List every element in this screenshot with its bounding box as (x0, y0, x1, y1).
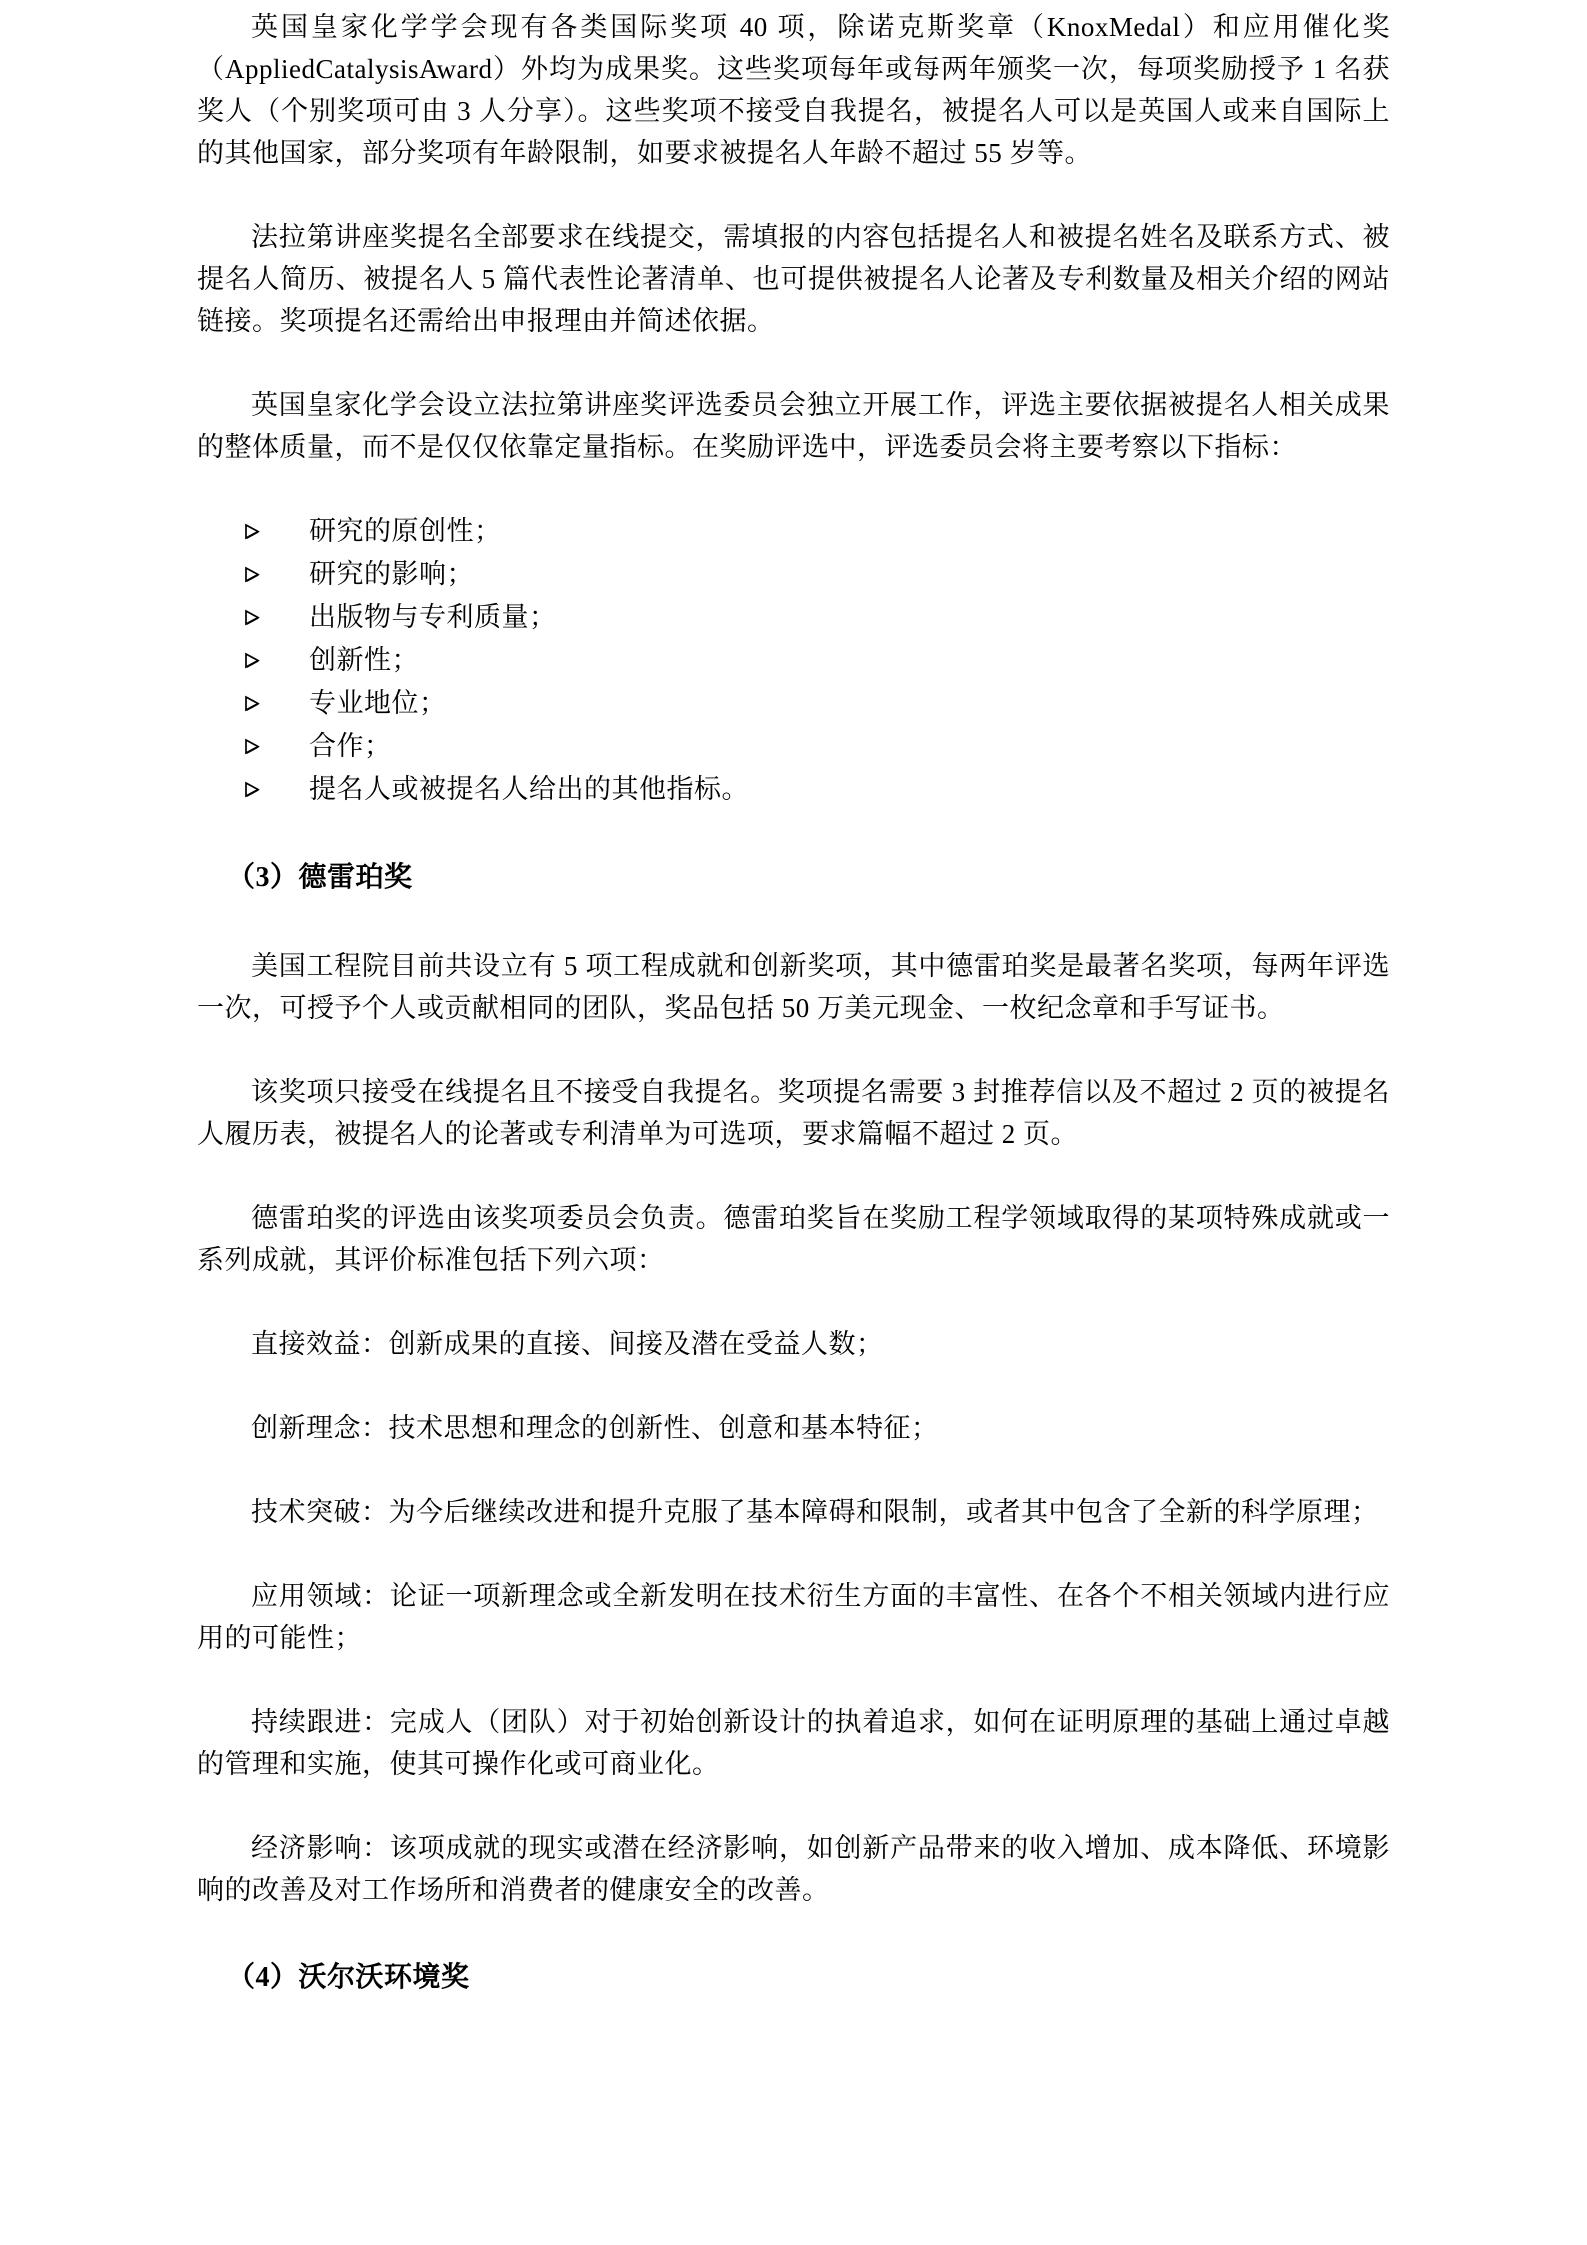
bullet-text: 创新性； (309, 645, 419, 675)
list-item (197, 639, 1390, 682)
bullet-text: 专业地位； (309, 688, 447, 718)
list-item (197, 596, 1390, 639)
paragraph-rsc-awards-overview: 英国皇家化学学会现有各类国际奖项 40 项，除诺克斯奖章（KnoxMedal）和应用催化奖（AppliedCatalysisAward）外均为成果奖。这些奖项每年或每两年颁奖一次，每项奖励授予 1 名获奖人（个别奖项可由 3 人分享）。这些奖项不接受自我提名，被提名人可以是英国人或来自国际上的其他国家，部分奖项有年龄限制，如要求被提名人年龄不超过 55 岁等。 (197, 12, 1390, 168)
paragraph-criterion-application-field: 应用领域：论证一项新理念或全新发明在技术衍生方面的丰富性、在各个不相关领域内进行应用的可能性； (197, 1581, 1390, 1653)
arrow-bullet-icon (243, 639, 309, 682)
paragraph-criterion-economic-impact: 经济影响：该项成就的现实或潜在经济影响，如创新产品带来的收入增加、成本降低、环境影响的改善及对工作场所和消费者的健康安全的改善。 (197, 1833, 1390, 1905)
bullet-text: 提名人或被提名人给出的其他指标。 (309, 774, 749, 804)
arrow-bullet-icon (243, 682, 309, 725)
section-heading-draper-prize: （3）德雷珀奖 (227, 862, 413, 893)
paragraph-criterion-innovation-concept: 创新理念：技术思想和理念的创新性、创意和基本特征； (251, 1413, 939, 1443)
list-item (197, 725, 1390, 768)
paragraph-criterion-technical-breakthrough: 技术突破：为今后继续改进和提升克服了基本障碍和限制，或者其中包含了全新的科学原理； (251, 1497, 1379, 1527)
list-item (197, 768, 1390, 811)
bullet-text: 出版物与专利质量； (309, 602, 557, 632)
bullet-text: 合作； (309, 731, 392, 761)
paragraph-draper-nomination: 该奖项只接受在线提名且不接受自我提名。奖项提名需要 3 封推荐信以及不超过 2 页的被提名人履历表，被提名人的论著或专利清单为可选项，要求篇幅不超过 2 页。 (197, 1077, 1390, 1149)
paragraph-criterion-direct-benefit: 直接效益：创新成果的直接、间接及潜在受益人数； (251, 1329, 884, 1359)
arrow-bullet-icon (243, 510, 309, 553)
list-item (197, 682, 1390, 725)
list-item (197, 510, 1390, 553)
list-item (197, 553, 1390, 596)
paragraph-faraday-committee: 英国皇家化学会设立法拉第讲座奖评选委员会独立开展工作，评选主要依据被提名人相关成果的整体质量，而不是仅仅依靠定量指标。在奖励评选中，评选委员会将主要考察以下指标： (197, 390, 1390, 462)
arrow-bullet-icon (243, 553, 309, 596)
bullet-text: 研究的影响； (309, 559, 474, 589)
paragraph-draper-evaluation: 德雷珀奖的评选由该奖项委员会负责。德雷珀奖旨在奖励工程学领域取得的某项特殊成就或一系列成就，其评价标准包括下列六项： (197, 1203, 1390, 1275)
paragraph-draper-overview: 美国工程院目前共设立有 5 项工程成就和创新奖项，其中德雷珀奖是最著名奖项，每两年评选一次，可授予个人或贡献相同的团队，奖品包括 50 万美元现金、一枚纪念章和手写证书。 (197, 951, 1390, 1023)
faraday-criteria-list (197, 510, 1390, 811)
arrow-bullet-icon (243, 768, 309, 811)
bullet-text: 研究的原创性； (309, 516, 502, 546)
arrow-bullet-icon (243, 725, 309, 768)
paragraph-faraday-nomination: 法拉第讲座奖提名全部要求在线提交，需填报的内容包括提名人和被提名姓名及联系方式、被提名人简历、被提名人 5 篇代表性论著清单、也可提供被提名人论著及专利数量及相关介绍的网站链接。奖项提名还需给出申报理由并简述依据。 (197, 222, 1390, 336)
paragraph-criterion-follow-up: 持续跟进：完成人（团队）对于初始创新设计的执着追求，如何在证明原理的基础上通过卓越的管理和实施，使其可操作化或可商业化。 (197, 1707, 1390, 1779)
section-heading-volvo-environment-prize: （4）沃尔沃环境奖 (227, 1962, 470, 1993)
arrow-bullet-icon (243, 596, 309, 639)
